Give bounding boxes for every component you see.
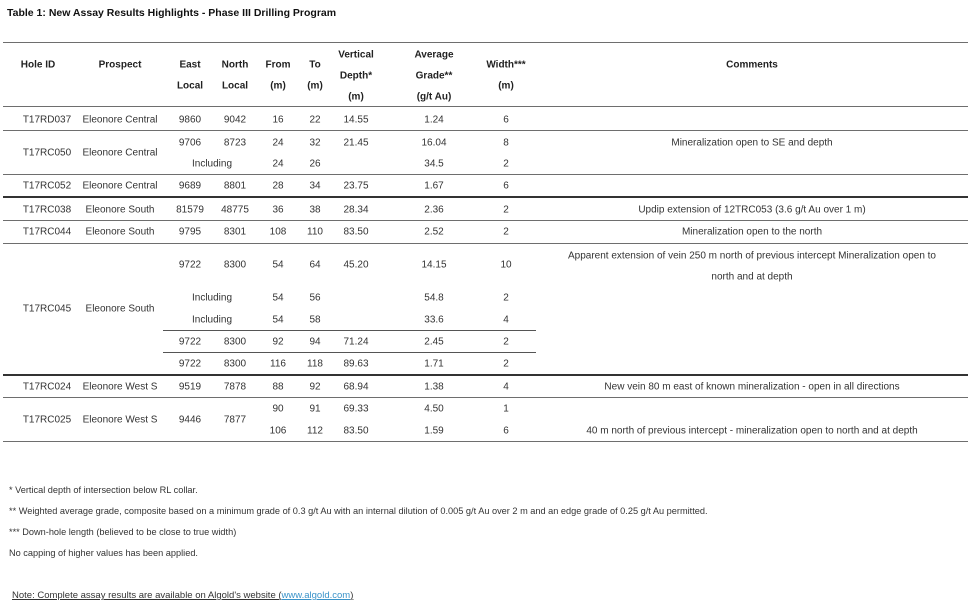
cell-comment: New vein 80 m east of known mineralization - open in all directions: [604, 381, 900, 393]
cell-including: Including: [191, 314, 233, 326]
cell-from: 108: [269, 226, 287, 238]
cell-grade: 2.45: [424, 336, 444, 348]
header-east-sub: Local: [176, 80, 204, 92]
sub-rule: [163, 330, 536, 331]
cell-prospect: Eleonore West S: [82, 381, 158, 393]
cell-vdepth: 45.20: [343, 259, 369, 271]
cell-from: 36: [272, 204, 284, 216]
cell-east: 9795: [178, 226, 202, 238]
cell-width: 2: [503, 336, 509, 348]
cell-east: 9722: [178, 259, 202, 271]
cell-vdepth: 89.63: [343, 358, 369, 370]
cell-comment: Updip extension of 12TRC053 (3.6 g/t Au over 1 m): [638, 204, 866, 216]
cell-grade: 1.71: [424, 358, 444, 370]
cell-east: 9446: [178, 414, 202, 426]
cell-vdepth: 14.55: [343, 114, 369, 126]
cell-width: 2: [503, 358, 509, 370]
header-comments: Comments: [726, 59, 778, 71]
cell-hole-id: T17RD037: [22, 114, 72, 126]
cell-grade: 2.52: [424, 226, 444, 238]
cell-north: 8300: [223, 259, 247, 271]
cell-grade: 54.8: [424, 292, 444, 304]
header-width-unit: (m): [498, 80, 514, 92]
cell-to: 38: [309, 204, 321, 216]
cell-from: 92: [272, 336, 284, 348]
cell-width: 4: [503, 314, 509, 326]
cell-vdepth: 68.94: [343, 381, 369, 393]
cell-from: 24: [272, 137, 284, 149]
rule-thick: [3, 196, 968, 198]
cell-from: 116: [270, 358, 286, 370]
cell-north: 7878: [223, 381, 247, 393]
cell-comment-line-1: Apparent extension of vein 250 m north of previous intercept Mineralization open to: [568, 250, 936, 262]
cell-width: 10: [500, 259, 512, 271]
cell-width: 6: [503, 114, 509, 126]
header-width: Width***: [486, 59, 526, 71]
cell-prospect: Eleonore South: [85, 303, 155, 315]
cell-width: 8: [503, 137, 509, 149]
cell-including: Including: [191, 158, 233, 170]
cell-vdepth: 69.33: [343, 403, 369, 415]
cell-north: 7877: [223, 414, 247, 426]
cell-width: 6: [503, 425, 509, 437]
footer-suffix: ): [350, 590, 354, 601]
cell-to: 26: [309, 158, 321, 170]
cell-hole-id: T17RC052: [22, 180, 72, 192]
cell-to: 94: [309, 336, 321, 348]
header-vdepth-2: Depth*: [339, 70, 373, 82]
cell-prospect: Eleonore Central: [82, 114, 158, 126]
rule-top: [3, 42, 968, 43]
cell-grade: 16.04: [421, 137, 447, 149]
cell-prospect: Eleonore West S: [82, 414, 158, 426]
cell-prospect: Eleonore South: [85, 204, 155, 216]
cell-prospect: Eleonore South: [85, 226, 155, 238]
header-vdepth: Vertical: [338, 49, 374, 61]
cell-from: 16: [272, 114, 284, 126]
cell-to: 91: [309, 403, 321, 415]
cell-width: 2: [503, 204, 509, 216]
footer-prefix: Note: Complete assay results are available on Algold's website (: [12, 590, 282, 601]
cell-vdepth: 21.45: [343, 137, 369, 149]
cell-east: 9689: [178, 180, 202, 192]
cell-grade: 4.50: [424, 403, 444, 415]
cell-to: 64: [309, 259, 321, 271]
cell-hole-id: T17RC025: [22, 414, 72, 426]
cell-from: 28: [272, 180, 284, 192]
website-link[interactable]: www.algold.com: [281, 590, 351, 601]
cell-width: 2: [503, 158, 509, 170]
cell-prospect: Eleonore Central: [82, 180, 158, 192]
cell-east: 9519: [178, 381, 202, 393]
cell-from: 106: [269, 425, 287, 437]
cell-east: 9722: [178, 358, 202, 370]
cell-grade: 1.59: [424, 425, 444, 437]
rule: [3, 243, 968, 244]
header-north-sub: Local: [221, 80, 249, 92]
cell-comment: Mineralization open to SE and depth: [671, 137, 833, 149]
header-from-unit: (m): [270, 80, 286, 92]
cell-grade: 2.36: [424, 204, 444, 216]
cell-to: 56: [309, 292, 321, 304]
cell-grade: 1.67: [424, 180, 444, 192]
rule: [3, 174, 968, 175]
cell-vdepth: 83.50: [343, 226, 369, 238]
header-to: To: [309, 59, 321, 71]
cell-grade: 34.5: [424, 158, 444, 170]
cell-vdepth: 71.24: [343, 336, 369, 348]
cell-prospect: Eleonore Central: [82, 147, 158, 159]
rule-thick: [3, 374, 968, 376]
header-grade: Average: [414, 49, 454, 61]
cell-east: 9722: [178, 336, 202, 348]
cell-to: 112: [307, 425, 323, 437]
cell-from: 54: [272, 259, 284, 271]
footer-note: [12, 590, 353, 601]
header-from: From: [265, 59, 291, 71]
header-vdepth-unit: (m): [348, 91, 364, 103]
cell-north: 8300: [223, 336, 247, 348]
cell-east: 81579: [176, 204, 204, 216]
cell-width: 2: [503, 292, 509, 304]
header-hole-id: Hole ID: [20, 59, 56, 71]
cell-from: 54: [272, 292, 284, 304]
footnote-average-grade: ** Weighted average grade, composite based on a minimum grade of 0.3 g/t Au with an internal dilution of 0.005 g/t Au over 2 m and an edge grade of 0.25 g/t Au permitted.: [9, 506, 708, 516]
cell-grade: 14.15: [421, 259, 447, 271]
cell-to: 22: [309, 114, 321, 126]
rule: [3, 397, 968, 398]
cell-vdepth: 23.75: [343, 180, 369, 192]
sub-rule: [163, 352, 536, 353]
rule: [3, 220, 968, 221]
cell-width: 6: [503, 180, 509, 192]
cell-from: 54: [272, 314, 284, 326]
header-north: North: [221, 59, 249, 71]
rule-header-bottom: [3, 106, 968, 107]
cell-grade: 1.24: [424, 114, 444, 126]
header-prospect: Prospect: [98, 59, 142, 71]
cell-vdepth: 28.34: [343, 204, 369, 216]
cell-width: 1: [503, 403, 509, 415]
cell-to: 110: [307, 226, 323, 238]
cell-grade: 1.38: [424, 381, 444, 393]
footnote-capping: No capping of higher values has been applied.: [9, 548, 198, 558]
cell-width: 2: [503, 226, 509, 238]
rule: [3, 130, 968, 131]
cell-comment: Mineralization open to the north: [681, 226, 823, 238]
header-east: East: [179, 59, 201, 71]
cell-vdepth: 83.50: [343, 425, 369, 437]
cell-comment-line-2: north and at depth: [711, 271, 793, 283]
cell-hole-id: T17RC038: [22, 204, 72, 216]
header-to-unit: (m): [307, 80, 323, 92]
cell-north: 9042: [223, 114, 247, 126]
cell-grade: 33.6: [424, 314, 444, 326]
footnote-vertical-depth: * Vertical depth of intersection below RL collar.: [9, 485, 198, 495]
table-title: Table 1: New Assay Results Highlights - Phase III Drilling Program: [7, 7, 337, 19]
cell-hole-id: T17RC050: [22, 147, 72, 159]
cell-from: 88: [272, 381, 284, 393]
cell-including: Including: [191, 292, 233, 304]
cell-north: 8301: [223, 226, 247, 238]
cell-hole-id: T17RC044: [22, 226, 72, 238]
cell-to: 32: [309, 137, 321, 149]
cell-from: 24: [272, 158, 284, 170]
cell-to: 118: [307, 358, 323, 370]
header-grade-2: Grade**: [415, 70, 453, 82]
cell-east: 9706: [178, 137, 202, 149]
cell-north: 8801: [223, 180, 247, 192]
header-grade-unit: (g/t Au): [416, 91, 452, 103]
cell-to: 58: [309, 314, 321, 326]
cell-north: 8723: [223, 137, 247, 149]
cell-hole-id: T17RC024: [22, 381, 72, 393]
cell-from: 90: [272, 403, 284, 415]
cell-north: 8300: [223, 358, 247, 370]
footnote-width: *** Down-hole length (believed to be close to true width): [9, 527, 237, 537]
cell-north: 48775: [221, 204, 249, 216]
cell-east: 9860: [178, 114, 202, 126]
cell-comment: 40 m north of previous intercept - mineralization open to north and at depth: [586, 425, 918, 437]
cell-width: 4: [503, 381, 509, 393]
cell-to: 34: [309, 180, 321, 192]
cell-to: 92: [309, 381, 321, 393]
cell-hole-id: T17RC045: [22, 303, 72, 315]
rule-bottom: [3, 441, 968, 442]
